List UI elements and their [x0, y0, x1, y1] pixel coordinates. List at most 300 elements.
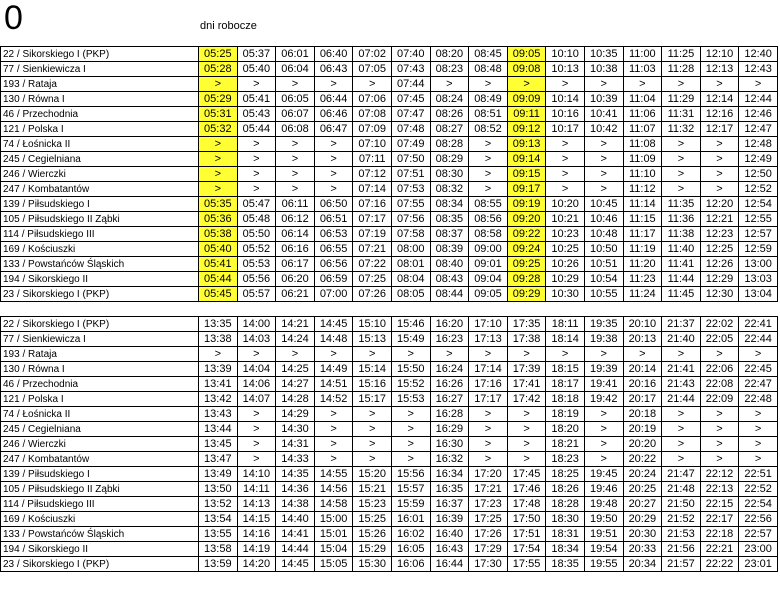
departure-time: 19:46 — [584, 482, 623, 497]
departure-time: 07:49 — [391, 137, 430, 152]
departure-time: > — [546, 167, 585, 182]
departure-time: 14:03 — [237, 332, 276, 347]
departure-time: 11:35 — [662, 197, 701, 212]
departure-time: 12:23 — [700, 227, 739, 242]
departure-time: 16:30 — [430, 437, 469, 452]
departure-time: 10:54 — [584, 272, 623, 287]
stop-name: 130 / Równa I — [1, 362, 199, 377]
departure-time: 14:11 — [237, 482, 276, 497]
departure-time: 14:19 — [237, 542, 276, 557]
departure-time: 09:09 — [507, 92, 546, 107]
departure-time: 23:00 — [739, 542, 778, 557]
departure-time: 22:41 — [739, 317, 778, 332]
stop-name: 105 / Piłsudskiego II Ząbki — [1, 212, 199, 227]
departure-time: 14:38 — [276, 497, 315, 512]
departure-time: > — [469, 77, 508, 92]
departure-time: 12:54 — [739, 197, 778, 212]
departure-time: 07:25 — [353, 272, 392, 287]
departure-time: > — [237, 77, 276, 92]
stop-name: 139 / Piłsudskiego I — [1, 467, 199, 482]
departure-time: 14:55 — [314, 467, 353, 482]
departure-time: 22:15 — [700, 497, 739, 512]
departure-time: 16:05 — [391, 542, 430, 557]
departure-time: 11:06 — [623, 107, 662, 122]
stop-name: 105 / Piłsudskiego II Ząbki — [1, 482, 199, 497]
departure-time: 17:25 — [469, 512, 508, 527]
departure-time: 21:56 — [662, 542, 701, 557]
departure-time: > — [430, 347, 469, 362]
departure-time: 17:54 — [507, 542, 546, 557]
departure-time: 11:04 — [623, 92, 662, 107]
departure-time: 16:20 — [430, 317, 469, 332]
departure-time: 19:54 — [584, 542, 623, 557]
departure-time: 19:55 — [584, 557, 623, 572]
departure-time: 21:52 — [662, 512, 701, 527]
departure-time: > — [584, 182, 623, 197]
departure-time: 08:20 — [430, 47, 469, 62]
departure-time: 14:52 — [314, 392, 353, 407]
departure-time: 15:20 — [353, 467, 392, 482]
departure-time: 22:48 — [739, 392, 778, 407]
departure-time: 10:45 — [584, 197, 623, 212]
departure-time: 09:05 — [507, 47, 546, 62]
departure-time: 17:17 — [469, 392, 508, 407]
departure-time: 17:26 — [469, 527, 508, 542]
departure-time: 16:23 — [430, 332, 469, 347]
departure-time: 22:47 — [739, 377, 778, 392]
departure-time: 20:18 — [623, 407, 662, 422]
departure-time: 07:14 — [353, 182, 392, 197]
departure-time: > — [237, 152, 276, 167]
departure-time: 21:50 — [662, 497, 701, 512]
departure-time: 06:59 — [314, 272, 353, 287]
departure-time: 22:54 — [739, 497, 778, 512]
stop-name: 114 / Piłsudskiego III — [1, 497, 199, 512]
departure-time: 12:48 — [739, 137, 778, 152]
departure-time: > — [662, 422, 701, 437]
departure-time: 20:22 — [623, 452, 662, 467]
departure-time: 06:20 — [276, 272, 315, 287]
departure-time: 14:29 — [276, 407, 315, 422]
departure-time: 10:30 — [546, 287, 585, 302]
departure-time: 20:27 — [623, 497, 662, 512]
table-row — [1, 407, 778, 422]
stop-name: 23 / Sikorskiego I (PKP) — [1, 287, 199, 302]
departure-time: 18:17 — [546, 377, 585, 392]
departure-time: 08:56 — [469, 212, 508, 227]
stop-name: 139 / Piłsudskiego I — [1, 197, 199, 212]
departure-time: > — [353, 347, 392, 362]
departure-time: > — [507, 437, 546, 452]
departure-time: 05:50 — [237, 227, 276, 242]
departure-time: > — [584, 407, 623, 422]
departure-time: 09:19 — [507, 197, 546, 212]
departure-time: 08:51 — [469, 107, 508, 122]
departure-time: 08:28 — [430, 137, 469, 152]
departure-time: > — [584, 437, 623, 452]
departure-time: > — [584, 77, 623, 92]
departure-time: 13:41 — [199, 377, 238, 392]
departure-time: > — [700, 152, 739, 167]
departure-time: 10:16 — [546, 107, 585, 122]
departure-time: 08:40 — [430, 257, 469, 272]
departure-time: > — [739, 452, 778, 467]
departure-time: > — [276, 77, 315, 92]
departure-time: 12:26 — [700, 257, 739, 272]
departure-time: > — [391, 347, 430, 362]
departure-time: > — [353, 77, 392, 92]
departure-time: 06:46 — [314, 107, 353, 122]
stop-name: 246 / Wierczki — [1, 437, 199, 452]
table-row — [1, 287, 778, 302]
departure-time: 05:38 — [199, 227, 238, 242]
departure-time: 12:46 — [739, 107, 778, 122]
departure-time: 14:49 — [314, 362, 353, 377]
departure-time: > — [314, 77, 353, 92]
departure-time: 13:50 — [199, 482, 238, 497]
departure-time: 11:07 — [623, 122, 662, 137]
departure-time: 14:56 — [314, 482, 353, 497]
departure-time: 18:35 — [546, 557, 585, 572]
departure-time: 18:34 — [546, 542, 585, 557]
departure-time: 07:06 — [353, 92, 392, 107]
departure-time: 10:25 — [546, 242, 585, 257]
departure-time: > — [353, 452, 392, 467]
timetable-morning — [0, 46, 778, 302]
departure-time: 14:30 — [276, 422, 315, 437]
departure-time: 08:39 — [430, 242, 469, 257]
departure-time: 14:04 — [237, 362, 276, 377]
departure-time: 06:04 — [276, 62, 315, 77]
departure-time: 19:45 — [584, 467, 623, 482]
departure-time: 15:00 — [314, 512, 353, 527]
departure-time: 20:30 — [623, 527, 662, 542]
departure-time: 18:25 — [546, 467, 585, 482]
departure-time: > — [469, 152, 508, 167]
departure-time: 19:39 — [584, 362, 623, 377]
departure-time: 09:13 — [507, 137, 546, 152]
departure-time: 08:45 — [469, 47, 508, 62]
departure-time: 10:50 — [584, 242, 623, 257]
departure-time: > — [314, 422, 353, 437]
departure-time: 16:39 — [430, 512, 469, 527]
departure-time: 06:56 — [314, 257, 353, 272]
departure-time: 11:29 — [662, 92, 701, 107]
departure-time: 19:50 — [584, 512, 623, 527]
departure-time: 08:30 — [430, 167, 469, 182]
departure-time: 12:52 — [739, 182, 778, 197]
departure-time: > — [469, 407, 508, 422]
departure-time: > — [546, 137, 585, 152]
departure-time: 17:45 — [507, 467, 546, 482]
departure-time: 12:21 — [700, 212, 739, 227]
departure-time: > — [314, 167, 353, 182]
stop-name: 23 / Sikorskiego I (PKP) — [1, 557, 199, 572]
departure-time: 07:17 — [353, 212, 392, 227]
stop-name: 133 / Powstańców Śląskich — [1, 257, 199, 272]
departure-time: 11:25 — [662, 47, 701, 62]
departure-time: 16:27 — [430, 392, 469, 407]
departure-time: 10:21 — [546, 212, 585, 227]
departure-time: 12:57 — [739, 227, 778, 242]
departure-time: 15:23 — [353, 497, 392, 512]
departure-time: 11:44 — [662, 272, 701, 287]
departure-time: 16:29 — [430, 422, 469, 437]
departure-time: > — [276, 167, 315, 182]
departure-time: 22:52 — [739, 482, 778, 497]
departure-time: 07:19 — [353, 227, 392, 242]
departure-time: > — [391, 407, 430, 422]
departure-time: > — [739, 77, 778, 92]
departure-time: 07:58 — [391, 227, 430, 242]
table-row — [1, 257, 778, 272]
departure-time: 13:49 — [199, 467, 238, 482]
stop-name: 46 / Przechodnia — [1, 107, 199, 122]
departure-time: 14:24 — [276, 332, 315, 347]
departure-time: 13:45 — [199, 437, 238, 452]
departure-time: 16:44 — [430, 557, 469, 572]
departure-time: 06:40 — [314, 47, 353, 62]
departure-time: 18:21 — [546, 437, 585, 452]
departure-time: 17:21 — [469, 482, 508, 497]
departure-time: 05:37 — [237, 47, 276, 62]
table-row — [1, 317, 778, 332]
departure-time: 05:40 — [237, 62, 276, 77]
departure-time: 06:12 — [276, 212, 315, 227]
departure-time: > — [700, 422, 739, 437]
departure-time: 10:41 — [584, 107, 623, 122]
departure-time: 14:13 — [237, 497, 276, 512]
departure-time: 21:40 — [662, 332, 701, 347]
departure-time: > — [739, 422, 778, 437]
departure-time: 14:27 — [276, 377, 315, 392]
departure-time: > — [739, 407, 778, 422]
departure-time: 10:46 — [584, 212, 623, 227]
departure-time: 14:06 — [237, 377, 276, 392]
departure-time: 21:57 — [662, 557, 701, 572]
departure-time: 22:56 — [739, 512, 778, 527]
departure-time: 09:05 — [469, 287, 508, 302]
departure-time: 13:54 — [199, 512, 238, 527]
departure-time: 08:32 — [430, 182, 469, 197]
departure-time: 12:59 — [739, 242, 778, 257]
departure-time: 14:35 — [276, 467, 315, 482]
departure-time: 15:21 — [353, 482, 392, 497]
departure-time: 06:05 — [276, 92, 315, 107]
departure-time: > — [314, 452, 353, 467]
departure-time: > — [507, 407, 546, 422]
departure-time: 19:35 — [584, 317, 623, 332]
stop-name: 121 / Polska I — [1, 122, 199, 137]
table-row — [1, 77, 778, 92]
departure-time: > — [546, 77, 585, 92]
departure-time: > — [469, 182, 508, 197]
departure-time: 17:48 — [507, 497, 546, 512]
departure-time: 10:10 — [546, 47, 585, 62]
departure-time: 11:36 — [662, 212, 701, 227]
departure-time: 08:44 — [430, 287, 469, 302]
departure-time: > — [662, 77, 701, 92]
stop-name: 114 / Piłsudskiego III — [1, 227, 199, 242]
departure-time: 10:48 — [584, 227, 623, 242]
departure-time: 18:28 — [546, 497, 585, 512]
departure-time: 07:26 — [353, 287, 392, 302]
stop-name: 77 / Sienkiewicza I — [1, 332, 199, 347]
departure-time: 05:35 — [199, 197, 238, 212]
departure-time: 05:28 — [199, 62, 238, 77]
departure-time: 21:41 — [662, 362, 701, 377]
departure-time: 06:14 — [276, 227, 315, 242]
table-row — [1, 377, 778, 392]
stop-name: 74 / Łośnicka II — [1, 407, 199, 422]
departure-time: 15:25 — [353, 512, 392, 527]
departure-time: 12:29 — [700, 272, 739, 287]
departure-time: 07:56 — [391, 212, 430, 227]
departure-time: 22:06 — [700, 362, 739, 377]
departure-time: 12:25 — [700, 242, 739, 257]
departure-time: 10:23 — [546, 227, 585, 242]
departure-time: > — [199, 152, 238, 167]
departure-time: 13:52 — [199, 497, 238, 512]
departure-time: 11:00 — [623, 47, 662, 62]
departure-time: 18:19 — [546, 407, 585, 422]
departure-time: 22:51 — [739, 467, 778, 482]
stop-name: 245 / Cegielniana — [1, 422, 199, 437]
departure-time: 15:29 — [353, 542, 392, 557]
departure-time: 16:37 — [430, 497, 469, 512]
departure-time: 11:38 — [662, 227, 701, 242]
departure-time: 07:11 — [353, 152, 392, 167]
departure-time: > — [276, 347, 315, 362]
departure-time: > — [391, 422, 430, 437]
departure-time: 21:53 — [662, 527, 701, 542]
departure-time: 20:10 — [623, 317, 662, 332]
departure-time: 15:17 — [353, 392, 392, 407]
table-row — [1, 362, 778, 377]
departure-time: 10:13 — [546, 62, 585, 77]
departure-time: 17:51 — [507, 527, 546, 542]
departure-time: > — [469, 452, 508, 467]
departure-time: 06:11 — [276, 197, 315, 212]
departure-time: 08:27 — [430, 122, 469, 137]
departure-time: 17:14 — [469, 362, 508, 377]
departure-time: 13:47 — [199, 452, 238, 467]
departure-time: 15:05 — [314, 557, 353, 572]
departure-time: 16:06 — [391, 557, 430, 572]
table-row — [1, 152, 778, 167]
departure-time: 10:38 — [584, 62, 623, 77]
table-row — [1, 122, 778, 137]
table-row — [1, 92, 778, 107]
departure-time: 13:59 — [199, 557, 238, 572]
departure-time: 12:44 — [739, 92, 778, 107]
departure-time: 14:15 — [237, 512, 276, 527]
departure-time: 09:24 — [507, 242, 546, 257]
departure-time: > — [391, 452, 430, 467]
departure-time: 07:08 — [353, 107, 392, 122]
departure-time: 20:13 — [623, 332, 662, 347]
departure-time: > — [739, 437, 778, 452]
departure-time: > — [700, 167, 739, 182]
departure-time: 22:18 — [700, 527, 739, 542]
departure-time: > — [353, 407, 392, 422]
departure-time: 09:12 — [507, 122, 546, 137]
departure-time: 11:10 — [623, 167, 662, 182]
departure-time: 06:07 — [276, 107, 315, 122]
departure-time: > — [314, 182, 353, 197]
departure-time: 08:58 — [469, 227, 508, 242]
departure-time: 22:17 — [700, 512, 739, 527]
departure-time: 16:28 — [430, 407, 469, 422]
departure-time: 16:02 — [391, 527, 430, 542]
departure-time: > — [739, 347, 778, 362]
table-row — [1, 482, 778, 497]
departure-time: 06:16 — [276, 242, 315, 257]
departure-time: 10:35 — [584, 47, 623, 62]
departure-time: 07:00 — [314, 287, 353, 302]
table-row — [1, 107, 778, 122]
stop-name: 169 / Kościuszki — [1, 512, 199, 527]
departure-time: 12:50 — [739, 167, 778, 182]
departure-time: 14:41 — [276, 527, 315, 542]
departure-time: 08:00 — [391, 242, 430, 257]
departure-time: 20:17 — [623, 392, 662, 407]
departure-time: 10:39 — [584, 92, 623, 107]
departure-time: 10:42 — [584, 122, 623, 137]
departure-time: 11:24 — [623, 287, 662, 302]
departure-time: 18:11 — [546, 317, 585, 332]
departure-time: 05:53 — [237, 257, 276, 272]
departure-time: > — [507, 422, 546, 437]
table-row — [1, 137, 778, 152]
stop-name: 193 / Rataja — [1, 77, 199, 92]
departure-time: 11:20 — [623, 257, 662, 272]
departure-time: 07:48 — [391, 122, 430, 137]
departure-time: 12:14 — [700, 92, 739, 107]
stop-name: 169 / Kościuszki — [1, 242, 199, 257]
table-row — [1, 62, 778, 77]
departure-time: 09:20 — [507, 212, 546, 227]
departure-time: 05:32 — [199, 122, 238, 137]
departure-time: 05:44 — [237, 122, 276, 137]
departure-time: > — [507, 452, 546, 467]
departure-time: > — [584, 152, 623, 167]
departure-time: 09:11 — [507, 107, 546, 122]
departure-time: 16:35 — [430, 482, 469, 497]
departure-time: 13:58 — [199, 542, 238, 557]
departure-time: 20:16 — [623, 377, 662, 392]
departure-time: 13:42 — [199, 392, 238, 407]
departure-time: 12:49 — [739, 152, 778, 167]
departure-time: 14:58 — [314, 497, 353, 512]
departure-time: 17:35 — [507, 317, 546, 332]
departure-time: 12:30 — [700, 287, 739, 302]
departure-time: > — [662, 407, 701, 422]
table-row — [1, 212, 778, 227]
departure-time: 14:28 — [276, 392, 315, 407]
departure-time: 14:25 — [276, 362, 315, 377]
departure-time: > — [469, 137, 508, 152]
departure-time: 12:47 — [739, 122, 778, 137]
departure-time: > — [314, 137, 353, 152]
departure-time: 05:52 — [237, 242, 276, 257]
departure-time: 08:49 — [469, 92, 508, 107]
departure-time: 13:35 — [199, 317, 238, 332]
departure-time: 07:47 — [391, 107, 430, 122]
departure-time: 20:25 — [623, 482, 662, 497]
table-row — [1, 527, 778, 542]
departure-time: 14:36 — [276, 482, 315, 497]
